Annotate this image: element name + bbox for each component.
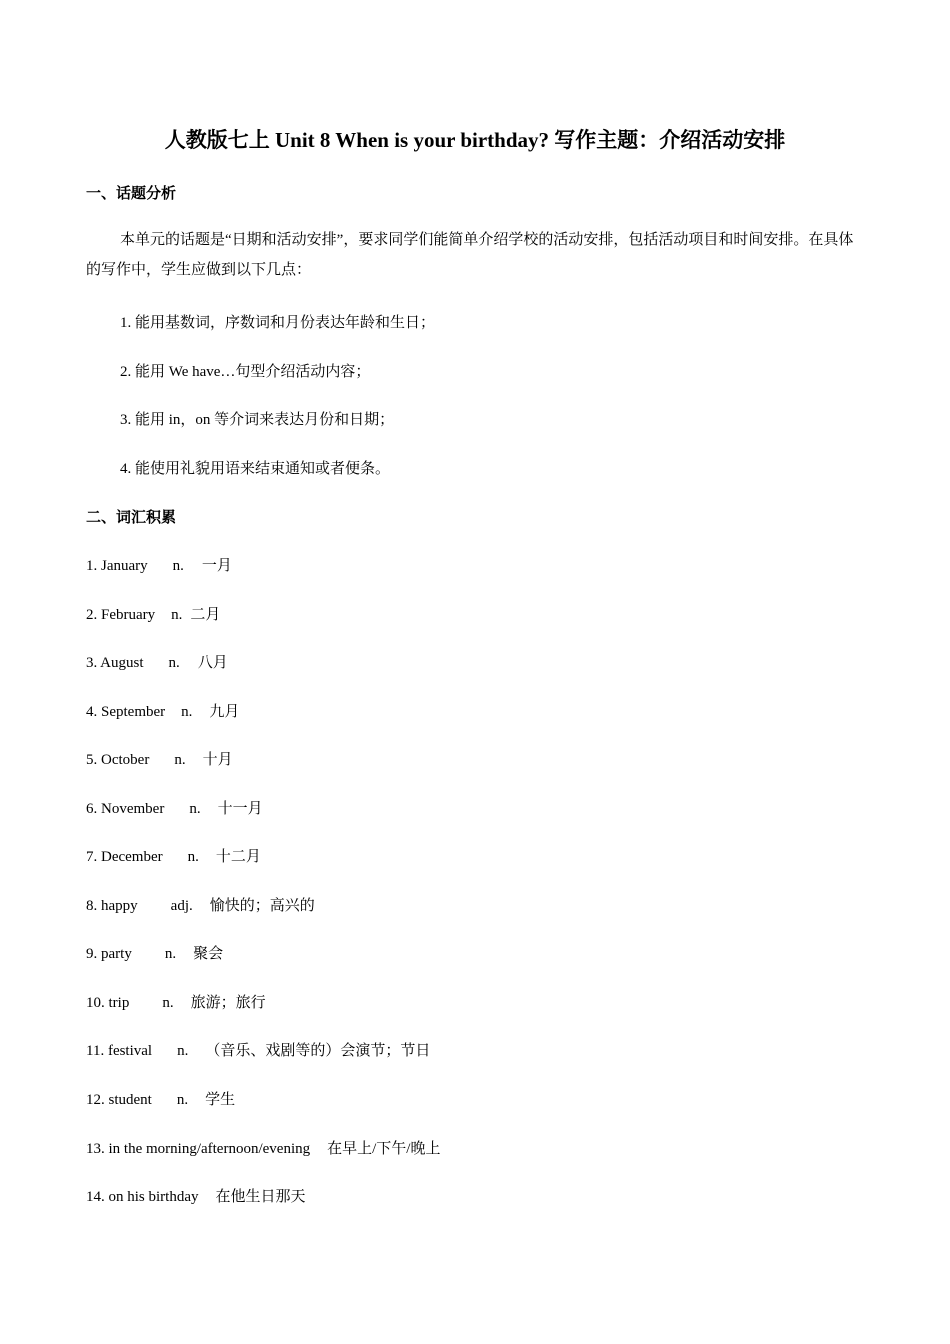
vocab-item bbox=[86, 942, 223, 963]
vocab-item bbox=[86, 748, 233, 769]
vocab-pos: n. bbox=[162, 995, 174, 1011]
vocab-word: 8. happy bbox=[86, 898, 138, 914]
vocab-item bbox=[86, 700, 239, 721]
vocab-pos: n. bbox=[177, 1043, 189, 1059]
vocab-meaning: 旅游；旅行 bbox=[190, 995, 266, 1011]
vocab-word: 2. February bbox=[86, 607, 156, 623]
vocab-pos: adj. bbox=[170, 898, 193, 914]
vocab-item bbox=[86, 554, 232, 575]
vocab-pos: n. bbox=[172, 558, 184, 574]
vocab-pos: n. bbox=[181, 704, 193, 720]
vocab-meaning: 十二月 bbox=[215, 849, 261, 865]
vocab-word: 12. student bbox=[86, 1092, 152, 1108]
point-item: 4. 能使用礼貌用语来结束通知或者便条。 bbox=[120, 461, 391, 477]
vocab-meaning: 二月 bbox=[190, 607, 221, 623]
vocab-item bbox=[86, 845, 261, 866]
vocab-meaning: 学生 bbox=[205, 1092, 236, 1108]
point-item: 2. 能用 We have…句型介绍活动内容； bbox=[120, 364, 371, 380]
vocab-item bbox=[86, 1039, 430, 1060]
vocab-word: 4. September bbox=[86, 704, 166, 720]
point-item: 3. 能用 in，on 等介词来表达月份和日期； bbox=[120, 412, 395, 428]
vocab-word: 7. December bbox=[86, 849, 163, 865]
vocab-item bbox=[86, 1185, 306, 1206]
vocab-word: 5. October bbox=[86, 752, 150, 768]
vocab-meaning: 八月 bbox=[197, 655, 228, 671]
vocab-meaning: （音乐、戏剧等的）会演节；节日 bbox=[205, 1043, 431, 1059]
vocab-meaning: 愉快的；高兴的 bbox=[209, 898, 315, 914]
section-heading-vocabulary: 二、词汇积累 bbox=[86, 510, 177, 526]
page-title: 人教版七上 Unit 8 When is your birthday? 写作主题：介绍活动安排 bbox=[164, 128, 786, 152]
vocab-word: 9. party bbox=[86, 946, 132, 962]
section-heading-topic: 一、话题分析 bbox=[86, 186, 177, 202]
vocab-item bbox=[86, 603, 220, 624]
topic-paragraph: 本单元的话题是“日期和活动安排”，要求同学们能简单介绍学校的活动安排，包括活动项目和时间安排。在具体的写作中，学生应做到以下几点： bbox=[86, 232, 854, 278]
vocab-word: 14. on his birthday bbox=[86, 1189, 199, 1205]
vocab-meaning: 在他生日那天 bbox=[215, 1189, 306, 1205]
vocab-meaning: 十一月 bbox=[217, 801, 263, 817]
vocab-pos: n. bbox=[187, 849, 199, 865]
vocab-item bbox=[86, 894, 315, 915]
vocab-word: 6. November bbox=[86, 801, 165, 817]
vocab-word: 11. festival bbox=[86, 1043, 153, 1059]
vocab-pos: n. bbox=[189, 801, 201, 817]
vocab-pos: n. bbox=[174, 752, 186, 768]
vocab-meaning: 九月 bbox=[209, 704, 240, 720]
vocab-pos: n. bbox=[176, 1092, 189, 1108]
vocab-meaning: 聚会 bbox=[193, 946, 224, 962]
vocab-item bbox=[86, 797, 263, 818]
vocab-pos: n. bbox=[171, 607, 183, 623]
vocab-word: 1. January bbox=[86, 558, 148, 574]
vocab-pos: n. bbox=[168, 655, 180, 671]
point-item: 1. 能用基数词，序数词和月份表达年龄和生日； bbox=[120, 315, 436, 331]
vocab-word: 13. in the morning/afternoon/evening bbox=[86, 1141, 311, 1157]
vocab-word: 10. trip bbox=[86, 995, 130, 1011]
vocab-item bbox=[86, 651, 228, 672]
vocab-meaning: 十月 bbox=[202, 752, 233, 768]
vocab-item bbox=[86, 1088, 235, 1109]
vocab-item bbox=[86, 991, 266, 1012]
vocab-meaning: 一月 bbox=[201, 558, 232, 574]
vocab-meaning: 在早上/下午/晚上 bbox=[327, 1141, 441, 1157]
vocab-item bbox=[86, 1137, 440, 1158]
vocab-word: 3. August bbox=[86, 655, 144, 671]
vocab-pos: n. bbox=[164, 946, 177, 962]
